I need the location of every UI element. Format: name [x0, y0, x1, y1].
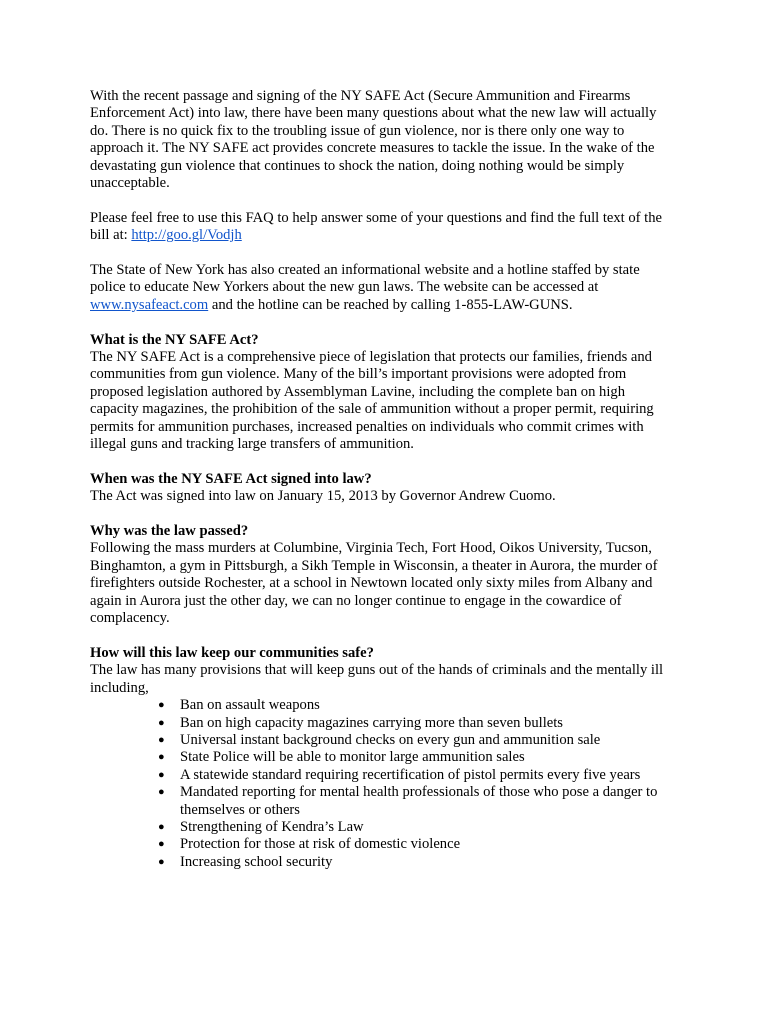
faq-answer: The law has many provisions that will keep guns out of the hands of criminals and the mentally ill including,: [90, 662, 664, 696]
list-item: [158, 749, 676, 766]
list-item: [158, 836, 676, 853]
bullet-icon: ●: [158, 855, 165, 868]
list-item: [158, 697, 676, 714]
full-text-paragraph: [90, 210, 676, 245]
list-item-text: Mandated reporting for mental health professionals of those who pose a danger to themselves or others: [180, 784, 658, 818]
faq-why-passed: [90, 523, 676, 627]
faq-question: When was the NY SAFE Act signed into law?: [90, 470, 372, 487]
bill-text-link[interactable]: http://goo.gl/Vodjh: [131, 227, 242, 244]
provisions-list: [90, 697, 676, 871]
list-item-text: Increasing school security: [180, 853, 333, 870]
faq-question: What is the NY SAFE Act?: [90, 331, 259, 348]
bullet-icon: ●: [158, 699, 165, 712]
list-item-text: State Police will be able to monitor large ammunition sales: [180, 749, 525, 766]
list-item-text: Ban on assault weapons: [180, 697, 320, 714]
list-item-text: A statewide standard requiring recertification of pistol permits every five years: [180, 766, 641, 783]
faq-question: How will this law keep our communities safe?: [90, 644, 374, 661]
list-item: [158, 714, 676, 732]
bullet-icon: ●: [158, 751, 165, 764]
bullet-icon: ●: [158, 716, 165, 729]
list-item: [158, 784, 676, 819]
faq-when-signed: [90, 471, 676, 506]
list-item-text: Ban on high capacity magazines carrying more than seven bullets: [180, 714, 563, 731]
list-item: [158, 853, 676, 871]
website-lead: The State of New York has also created an informational website and a hotline staffed by state police to educate New Yorkers about the new gun laws. The website can be accessed at: [90, 262, 640, 296]
bullet-icon: ●: [158, 820, 165, 833]
list-item-text: Universal instant background checks on every gun and ammunition sale: [180, 731, 601, 748]
faq-how-safe: [90, 645, 676, 871]
list-item: [158, 766, 676, 784]
full-text-lead: Please feel free to use this FAQ to help answer some of your questions and find the full text of the bill at:: [90, 209, 662, 244]
list-item-text: Protection for those at risk of domestic violence: [180, 836, 461, 853]
website-hotline-paragraph: [90, 262, 676, 314]
bullet-icon: ●: [158, 786, 165, 799]
faq-answer: The NY SAFE Act is a comprehensive piece of legislation that protects our families, friends and communities from gun violence. Many of the bill’s important provisions were adopted from proposed legislation authored by Assemblyman Lavine, including the complete ban on high capacity magazines, the prohibition of the sale of ammunition without a proper permit, requiring permits for ammunition purchases, increased penalties on individuals who commit crimes with illegal guns and tracking large transfers of ammunition.: [90, 349, 654, 453]
list-item-text: Strengthening of Kendra’s Law: [180, 818, 364, 835]
list-item: [158, 818, 676, 836]
faq-answer: The Act was signed into law on January 15, 2013 by Governor Andrew Cuomo.: [90, 488, 556, 505]
faq-what-is-act: [90, 332, 676, 454]
list-item: [158, 731, 676, 749]
bullet-icon: ●: [158, 768, 165, 781]
intro-paragraph: With the recent passage and signing of the NY SAFE Act (Secure Ammunition and Firearms Enforcement Act) into law, there have been many questions about what the new law will actually do. There is no quick fix to the troubling issue of gun violence, nor is there only one way to approach it. The NY SAFE act provides concrete measures to tackle the issue. In the wake of the devastating gun violence that continues to shock the nation, doing nothing would be simply unacceptable.: [90, 88, 657, 192]
faq-answer: Following the mass murders at Columbine, Virginia Tech, Fort Hood, Oikos University, Tucson, Binghamton, a gym in Pittsburgh, a Sikh Temple in Wisconsin, a theater in Aurora, the murder of firefighters outside Rochester, at a school in Newtown located only sixty miles from Albany and again in Aurora just the other day, we can no longer continue to engage in the cowardice of complacency.: [90, 540, 658, 627]
faq-question: Why was the law passed?: [90, 523, 249, 540]
hotline-text: and the hotline can be reached by calling 1-855-LAW-GUNS.: [208, 296, 573, 313]
bullet-icon: ●: [158, 733, 165, 746]
nysafeact-website-link[interactable]: www.nysafeact.com: [90, 296, 209, 313]
bullet-icon: ●: [158, 838, 165, 851]
